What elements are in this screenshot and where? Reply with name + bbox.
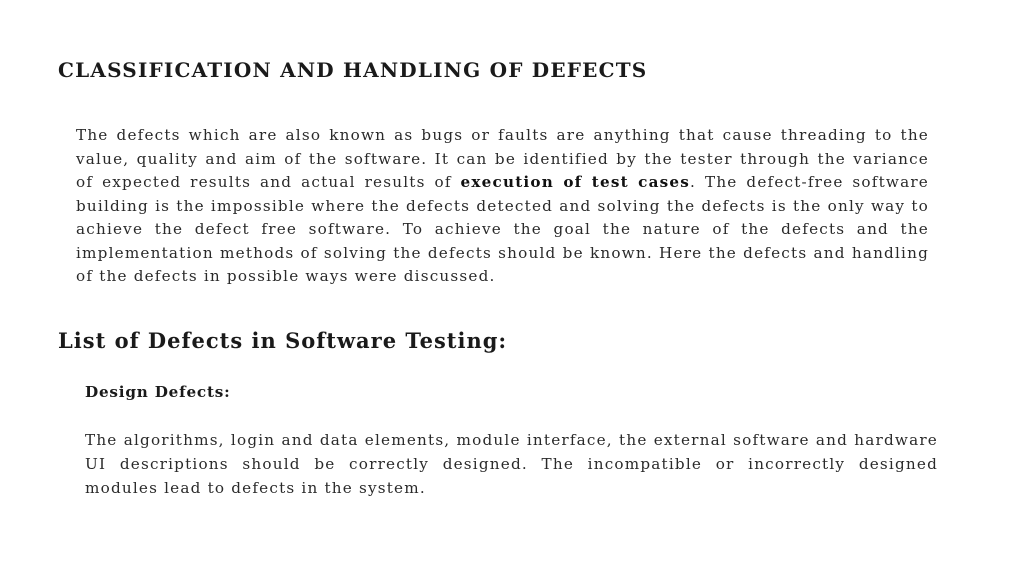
page-title: CLASSIFICATION AND HANDLING OF DEFECTS [58,58,648,82]
design-defects-paragraph: The algorithms, login and data elements, module interface, the external software and hardware UI descriptions should be correctly designed. The incompatible or incorrectly designed modules lead to defects in the system. [85,431,938,497]
intro-text-start: The defects which are also known as bugs or faults are anything that cause threading to the value, quality and aim of the software. It can be identified by the tester through the variance of expected results and actual results of [76,126,929,191]
design-defects-heading: Design Defects: [85,383,231,401]
intro-paragraph [76,124,929,289]
intro-bold-phrase: execution of test cases [460,173,691,191]
intro-text-end: . The defect-free software building is the impossible where the defects detected and solving the defects is the only way to achieve the defect free software. To achieve the goal the nature of the defects and the implementation methods of solving the defects should be known. Here the defects and handling of the defects in possible ways were discussed. [76,173,929,285]
list-heading: List of Defects in Software Testing: [58,328,508,353]
